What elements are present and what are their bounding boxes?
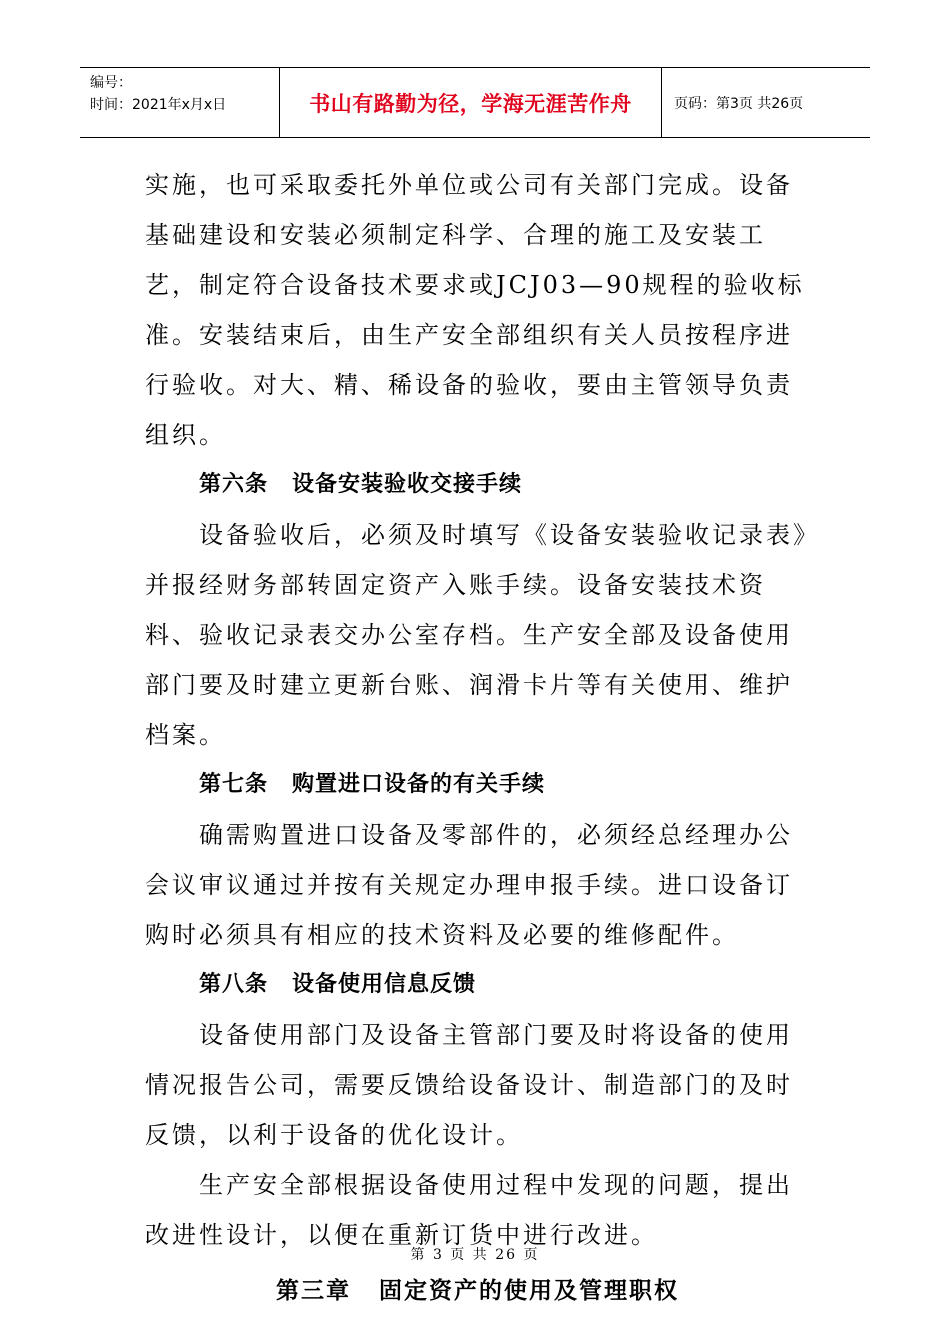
article-number: 第七条 <box>199 772 269 797</box>
header-page-label: 页码：第3页 共26页 <box>674 95 804 112</box>
paragraph: 生产安全部根据设备使用过程中发现的问题，提出改进性设计，以便在重新订货中进行改进。 <box>145 1171 793 1249</box>
paragraph: 设备验收后，必须及时填写《设备安装验收记录表》并报经财务部转固定资产入账手续。设备安装技术资料、验收记录表交办公室存档。生产安全部及设备使用部门要及时建立更新台账、润滑卡片等有关使用、维护档案。 <box>145 521 808 749</box>
article-heading-7 <box>145 760 810 810</box>
article-title: 购置进口设备的有关手续 <box>292 772 546 797</box>
article-title: 设备使用信息反馈 <box>292 972 477 997</box>
document-body <box>145 160 810 1316</box>
chapter-heading <box>145 1266 810 1316</box>
page-footer: 第 3 页 共 26 页 <box>410 1247 540 1263</box>
article-title: 设备安装验收交接手续 <box>292 472 523 497</box>
article-number: 第六条 <box>199 472 269 497</box>
paragraph: 实施，也可采取委托外单位或公司有关部门完成。设备基础建设和安装必须制定科学、合理的施工及安装工艺，制定符合设备技术要求或JCJ03—90规程的验收标准。安装结束后，由生产安全部组织有关人员按程序进行验收。对大、精、稀设备的验收，要由主管领导负责组织。 <box>145 171 805 449</box>
header-meta <box>80 68 280 137</box>
article-heading-8 <box>145 960 810 1010</box>
article-heading-6 <box>145 460 810 510</box>
paragraph: 确需购置进口设备及零部件的，必须经总经理办公会议审议通过并按有关规定办理申报手续。进口设备订购时必须具有相应的技术资料及必要的维修配件。 <box>145 821 793 949</box>
paragraph: 设备使用部门及设备主管部门要及时将设备的使用情况报告公司，需要反馈给设备设计、制造部门的及时反馈，以利于设备的优化设计。 <box>145 1021 793 1149</box>
article-number: 第八条 <box>199 972 269 997</box>
header-motto: 书山有路勤为径，学海无涯苦作舟 <box>280 68 662 137</box>
chapter-number: 第三章 <box>276 1278 351 1304</box>
chapter-title: 固定资产的使用及管理职权 <box>379 1278 679 1304</box>
number-label: 编号： <box>90 75 132 91</box>
page-header <box>80 67 870 138</box>
date-label: 时间：2021年x月x日 <box>90 97 227 113</box>
